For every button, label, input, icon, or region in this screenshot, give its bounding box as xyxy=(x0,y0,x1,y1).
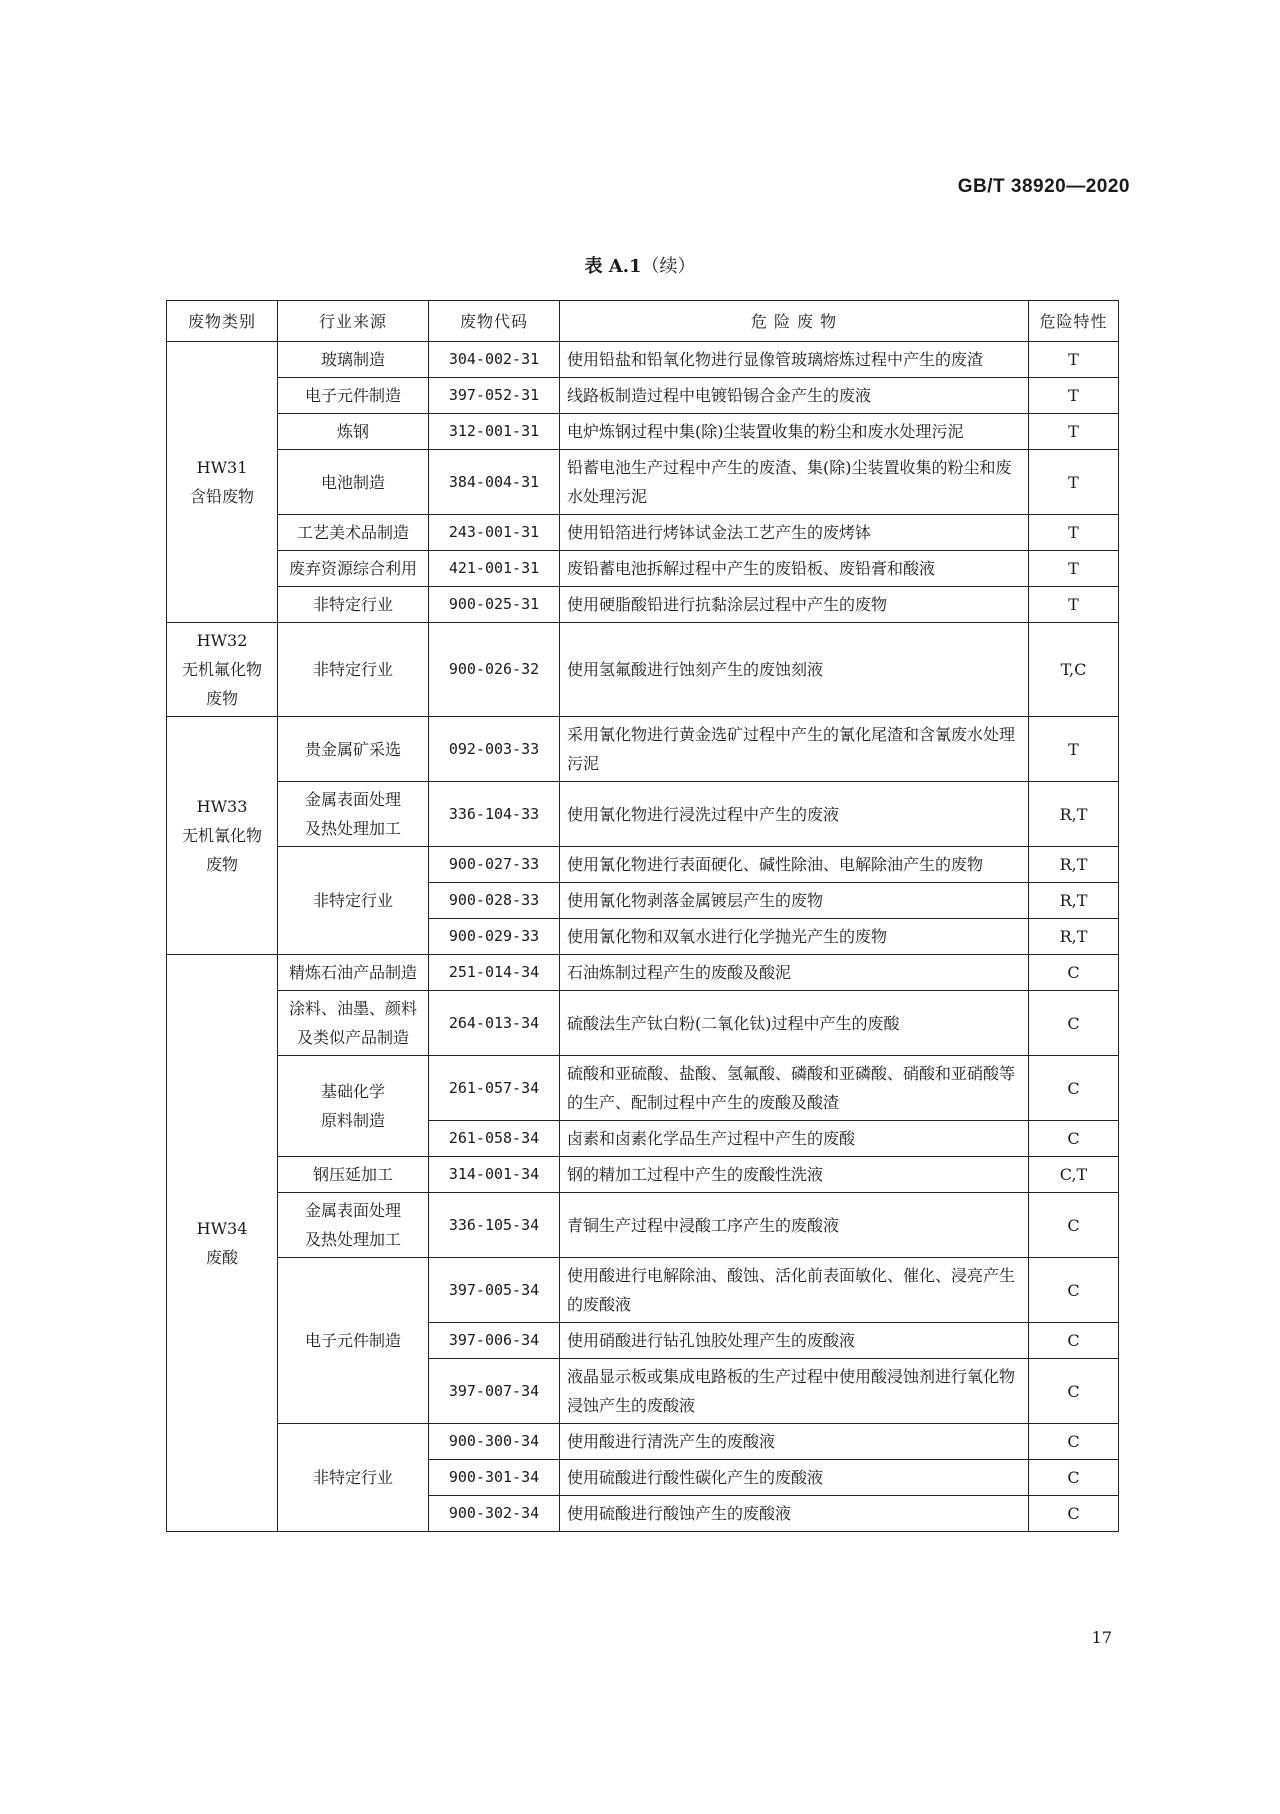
category-cell: HW34 废酸 xyxy=(167,955,278,1532)
standard-code: GB/T 38920—2020 xyxy=(957,176,1130,197)
hazard-cell: C,T xyxy=(1029,1157,1119,1193)
description-cell: 使用氰化物剥落金属镀层产生的废物 xyxy=(560,883,1029,919)
code-cell: 397-007-34 xyxy=(429,1359,560,1424)
industry-cell: 涂料、油墨、颜料 及类似产品制造 xyxy=(278,991,429,1056)
table-row xyxy=(167,782,1119,847)
hazard-cell: R,T xyxy=(1029,847,1119,883)
code-cell: 312-001-31 xyxy=(429,414,560,450)
table-row xyxy=(167,515,1119,551)
table-title xyxy=(0,252,1280,278)
description-cell: 硫酸法生产钛白粉(二氧化钛)过程中产生的废酸 xyxy=(560,991,1029,1056)
industry-cell: 非特定行业 xyxy=(278,1424,429,1532)
code-cell: 397-005-34 xyxy=(429,1258,560,1323)
description-cell: 线路板制造过程中电镀铅锡合金产生的废液 xyxy=(560,378,1029,414)
industry-cell: 非特定行业 xyxy=(278,847,429,955)
hazard-cell: C xyxy=(1029,991,1119,1056)
code-cell: 336-105-34 xyxy=(429,1193,560,1258)
table-row xyxy=(167,623,1119,717)
hazard-cell: R,T xyxy=(1029,782,1119,847)
description-cell: 电炉炼钢过程中集(除)尘装置收集的粉尘和废水处理污泥 xyxy=(560,414,1029,450)
hazard-cell: T xyxy=(1029,342,1119,378)
hazard-cell: C xyxy=(1029,1359,1119,1424)
description-cell: 使用硬脂酸铅进行抗黏涂层过程中产生的废物 xyxy=(560,587,1029,623)
industry-cell: 金属表面处理 及热处理加工 xyxy=(278,782,429,847)
description-cell: 使用酸进行电解除油、酸蚀、活化前表面敏化、催化、浸亮产生的废酸液 xyxy=(560,1258,1029,1323)
code-cell: 304-002-31 xyxy=(429,342,560,378)
hazard-cell: C xyxy=(1029,955,1119,991)
code-cell: 900-027-33 xyxy=(429,847,560,883)
code-cell: 900-029-33 xyxy=(429,919,560,955)
hazard-cell: R,T xyxy=(1029,919,1119,955)
description-cell: 使用氰化物进行浸洗过程中产生的废液 xyxy=(560,782,1029,847)
industry-cell: 非特定行业 xyxy=(278,587,429,623)
hazard-cell: T xyxy=(1029,551,1119,587)
table-row xyxy=(167,955,1119,991)
hazardous-waste-table xyxy=(166,300,1119,1532)
industry-cell: 炼钢 xyxy=(278,414,429,450)
header-code: 废物代码 xyxy=(429,301,560,342)
code-cell: 900-026-32 xyxy=(429,623,560,717)
table-row xyxy=(167,1157,1119,1193)
table-row xyxy=(167,450,1119,515)
hazard-cell: C xyxy=(1029,1056,1119,1121)
code-cell: 900-301-34 xyxy=(429,1460,560,1496)
industry-cell: 电子元件制造 xyxy=(278,378,429,414)
category-cell: HW31 含铅废物 xyxy=(167,342,278,623)
description-cell: 使用硫酸进行酸性碳化产生的废酸液 xyxy=(560,1460,1029,1496)
table-row xyxy=(167,587,1119,623)
hazard-cell: T xyxy=(1029,587,1119,623)
description-cell: 使用硫酸进行酸蚀产生的废酸液 xyxy=(560,1496,1029,1532)
industry-cell: 基础化学 原料制造 xyxy=(278,1056,429,1157)
description-cell: 硫酸和亚硫酸、盐酸、氢氟酸、磷酸和亚磷酸、硝酸和亚硝酸等的生产、配制过程中产生的废酸及酸渣 xyxy=(560,1056,1029,1121)
table-header-row xyxy=(167,301,1119,342)
description-cell: 液晶显示板或集成电路板的生产过程中使用酸浸蚀剂进行氧化物浸蚀产生的废酸液 xyxy=(560,1359,1029,1424)
table-row xyxy=(167,991,1119,1056)
industry-cell: 电池制造 xyxy=(278,450,429,515)
description-cell: 钢的精加工过程中产生的废酸性洗液 xyxy=(560,1157,1029,1193)
hazard-cell: C xyxy=(1029,1121,1119,1157)
hazard-cell: C xyxy=(1029,1258,1119,1323)
hazard-cell: T xyxy=(1029,717,1119,782)
table-body xyxy=(167,342,1119,1532)
industry-cell: 非特定行业 xyxy=(278,623,429,717)
industry-cell: 玻璃制造 xyxy=(278,342,429,378)
code-cell: 092-003-33 xyxy=(429,717,560,782)
industry-cell: 工艺美术品制造 xyxy=(278,515,429,551)
description-cell: 使用硝酸进行钻孔蚀胶处理产生的废酸液 xyxy=(560,1323,1029,1359)
description-cell: 废铅蓄电池拆解过程中产生的废铅板、废铅膏和酸液 xyxy=(560,551,1029,587)
industry-cell: 电子元件制造 xyxy=(278,1258,429,1424)
description-cell: 使用氢氟酸进行蚀刻产生的废蚀刻液 xyxy=(560,623,1029,717)
hazard-cell: T xyxy=(1029,450,1119,515)
table-row xyxy=(167,717,1119,782)
description-cell: 使用氰化物和双氧水进行化学抛光产生的废物 xyxy=(560,919,1029,955)
hazard-cell: C xyxy=(1029,1496,1119,1532)
table-row xyxy=(167,414,1119,450)
header-industry: 行业来源 xyxy=(278,301,429,342)
description-cell: 青铜生产过程中浸酸工序产生的废酸液 xyxy=(560,1193,1029,1258)
industry-cell: 金属表面处理 及热处理加工 xyxy=(278,1193,429,1258)
category-cell: HW33 无机氰化物 废物 xyxy=(167,717,278,955)
hazard-cell: C xyxy=(1029,1323,1119,1359)
description-cell: 采用氰化物进行黄金选矿过程中产生的氰化尾渣和含氰废水处理污泥 xyxy=(560,717,1029,782)
page-number: 17 xyxy=(1091,1628,1112,1647)
hazard-cell: C xyxy=(1029,1460,1119,1496)
code-cell: 251-014-34 xyxy=(429,955,560,991)
table-row xyxy=(167,1424,1119,1460)
header-category: 废物类别 xyxy=(167,301,278,342)
code-cell: 900-300-34 xyxy=(429,1424,560,1460)
description-cell: 石油炼制过程产生的废酸及酸泥 xyxy=(560,955,1029,991)
code-cell: 900-028-33 xyxy=(429,883,560,919)
industry-cell: 精炼石油产品制造 xyxy=(278,955,429,991)
code-cell: 900-025-31 xyxy=(429,587,560,623)
table-row xyxy=(167,1193,1119,1258)
description-cell: 使用氰化物进行表面硬化、碱性除油、电解除油产生的废物 xyxy=(560,847,1029,883)
hazard-cell: R,T xyxy=(1029,883,1119,919)
table-row xyxy=(167,847,1119,883)
hazard-cell: C xyxy=(1029,1193,1119,1258)
table-row xyxy=(167,342,1119,378)
table-row xyxy=(167,1056,1119,1121)
code-cell: 397-052-31 xyxy=(429,378,560,414)
code-cell: 261-058-34 xyxy=(429,1121,560,1157)
code-cell: 421-001-31 xyxy=(429,551,560,587)
description-cell: 使用铅箔进行烤钵试金法工艺产生的废烤钵 xyxy=(560,515,1029,551)
hazard-cell: T,C xyxy=(1029,623,1119,717)
code-cell: 261-057-34 xyxy=(429,1056,560,1121)
description-cell: 使用酸进行清洗产生的废酸液 xyxy=(560,1424,1029,1460)
description-cell: 使用铅盐和铅氧化物进行显像管玻璃熔炼过程中产生的废渣 xyxy=(560,342,1029,378)
code-cell: 243-001-31 xyxy=(429,515,560,551)
code-cell: 900-302-34 xyxy=(429,1496,560,1532)
code-cell: 384-004-31 xyxy=(429,450,560,515)
hazard-cell: T xyxy=(1029,515,1119,551)
code-cell: 264-013-34 xyxy=(429,991,560,1056)
hazard-cell: T xyxy=(1029,414,1119,450)
hazard-cell: T xyxy=(1029,378,1119,414)
description-cell: 卤素和卤素化学品生产过程中产生的废酸 xyxy=(560,1121,1029,1157)
table-row xyxy=(167,551,1119,587)
industry-cell: 废弃资源综合利用 xyxy=(278,551,429,587)
header-hazard: 危险特性 xyxy=(1029,301,1119,342)
description-cell: 铅蓄电池生产过程中产生的废渣、集(除)尘装置收集的粉尘和废水处理污泥 xyxy=(560,450,1029,515)
code-cell: 336-104-33 xyxy=(429,782,560,847)
code-cell: 397-006-34 xyxy=(429,1323,560,1359)
table-row xyxy=(167,378,1119,414)
table-title-suffix: （续） xyxy=(641,256,696,277)
industry-cell: 贵金属矿采选 xyxy=(278,717,429,782)
industry-cell: 钢压延加工 xyxy=(278,1157,429,1193)
table-row xyxy=(167,1258,1119,1323)
code-cell: 314-001-34 xyxy=(429,1157,560,1193)
hazard-cell: C xyxy=(1029,1424,1119,1460)
header-description: 危 险 废 物 xyxy=(560,301,1029,342)
category-cell: HW32 无机氟化物 废物 xyxy=(167,623,278,717)
table-title-label: 表 A.1 xyxy=(584,256,642,277)
